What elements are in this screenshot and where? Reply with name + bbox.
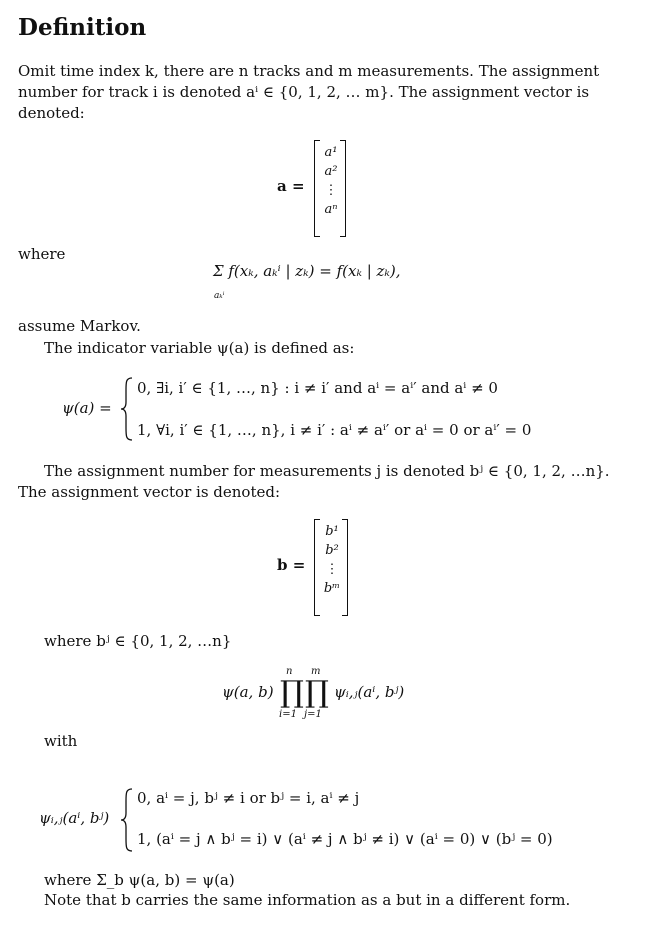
- with-label: with: [44, 732, 78, 750]
- where-label: where: [18, 245, 66, 263]
- vector-a-lhs: a =: [277, 177, 305, 195]
- product-upper-m: m: [311, 666, 321, 677]
- vector-a-entry-n: aⁿ: [324, 202, 338, 217]
- vector-a-entry-2: a²: [324, 164, 338, 179]
- psi-a-case-1: 1, ∀i, i′ ∈ {1, …, n}, i ≠ i′ : aⁱ ≠ aⁱ′ or aⁱ = 0 or aⁱ′ = 0: [137, 421, 532, 439]
- indicator-intro: The indicator variable ψ(a) is defined as:: [44, 339, 355, 357]
- psi-a-brace: [120, 376, 134, 442]
- vector-b-entry-m: bᵐ: [323, 581, 341, 596]
- markov-sum-subscript: aₖⁱ: [214, 291, 225, 301]
- psi-ij-case-1: 1, (aⁱ = j ∧ bʲ = i) ∨ (aⁱ ≠ j ∧ bʲ ≠ i) ∨ (aⁱ = 0) ∨ (bʲ = 0): [137, 830, 553, 848]
- measurements-line-2: The assignment vector is denoted:: [18, 483, 281, 501]
- vector-a-entries: [318, 143, 344, 219]
- product-symbol-i: ∏: [280, 675, 304, 710]
- vector-b-entry-dots: ⋮: [325, 562, 339, 577]
- where-sum: where Σ_b ψ(a, b) = ψ(a): [44, 871, 235, 889]
- intro-line-3: denoted:: [18, 104, 85, 122]
- psi-a-case-0: 0, ∃i, i′ ∈ {1, …, n} : i ≠ i′ and aⁱ = aⁱ′ and aⁱ ≠ 0: [137, 379, 498, 397]
- vector-a-entry-1: a¹: [324, 145, 338, 160]
- measurements-line-1: The assignment number for measurements j is denoted bʲ ∈ {0, 1, 2, …n}.: [44, 462, 610, 480]
- product-rhs: ψᵢ,ⱼ(aⁱ, bʲ): [334, 683, 405, 701]
- psi-ij-brace: [120, 787, 134, 853]
- vector-b-entries: [318, 522, 346, 598]
- psi-a-lhs: ψ(a) =: [62, 399, 112, 417]
- vector-b-entry-2: b²: [325, 543, 339, 558]
- psi-ij-case-0: 0, aⁱ = j, bʲ ≠ i or bʲ = i, aⁱ ≠ j: [137, 789, 360, 807]
- product-upper-n: n: [286, 666, 293, 677]
- product-lhs: ψ(a, b): [222, 683, 274, 701]
- markov-equation: Σ f(xₖ, aₖⁱ | zₖ) = f(xₖ | zₖ),: [213, 262, 401, 280]
- product-lower-i: i=1: [279, 709, 297, 720]
- vector-b-lhs: b =: [277, 556, 306, 574]
- intro-line-1: Omit time index k, there are n tracks and m measurements. The assignment: [18, 62, 600, 80]
- assume-markov: assume Markov.: [18, 317, 141, 335]
- vector-b-entry-1: b¹: [325, 524, 339, 539]
- vector-a-entry-dots: ⋮: [324, 183, 338, 198]
- section-heading: Definition: [18, 14, 147, 41]
- product-lower-j: j=1: [304, 709, 322, 720]
- intro-line-2: number for track i is denoted aⁱ ∈ {0, 1, 2, … m}. The assignment vector is: [18, 83, 590, 101]
- psi-ij-lhs: ψᵢ,ⱼ(aⁱ, bʲ): [39, 809, 110, 827]
- where-b: where bʲ ∈ {0, 1, 2, …n}: [44, 632, 232, 650]
- closing-note: Note that b carries the same information as a but in a different form.: [44, 891, 571, 909]
- product-symbol-j: ∏: [305, 675, 329, 710]
